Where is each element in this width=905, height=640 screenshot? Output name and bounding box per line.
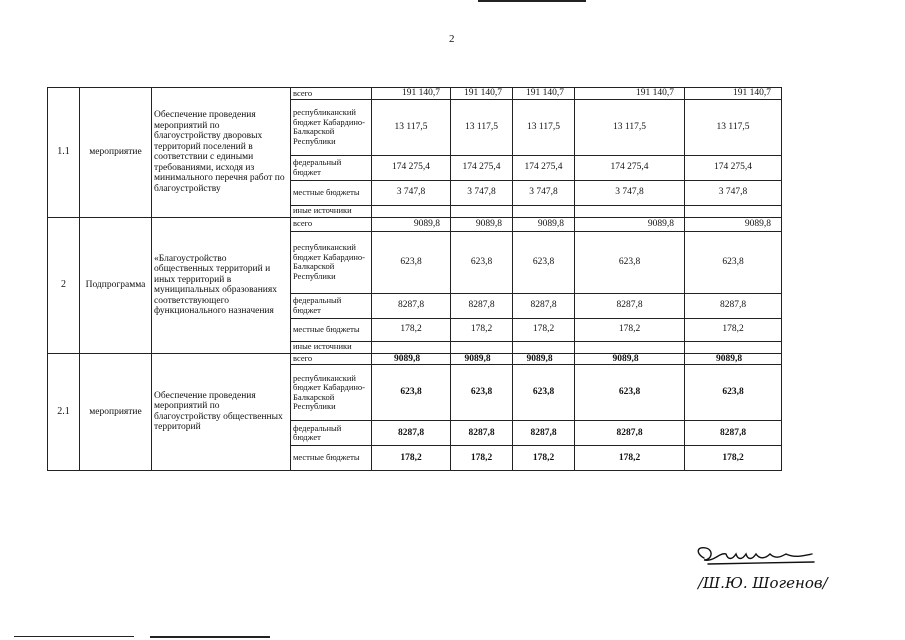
table-row: [48, 88, 782, 100]
amount-cell: [685, 341, 782, 353]
block-number: 2.1: [48, 353, 80, 471]
amount-cell: 8287,8: [685, 293, 782, 318]
amount-cell: 9089,8: [451, 217, 513, 231]
amount-cell: 191 140,7: [685, 88, 782, 100]
amount-cell: 8287,8: [685, 421, 782, 446]
table-row: [48, 217, 782, 231]
amount-cell: 623,8: [685, 365, 782, 421]
funding-source: федеральный бюджет: [291, 421, 372, 446]
budget-table: [47, 87, 782, 471]
block-name: Обеспечение проведения мероприятий по благоустройству общественных территорий: [152, 353, 291, 471]
funding-source: всего: [291, 217, 372, 231]
amount-cell: [685, 205, 782, 217]
amount-cell: 623,8: [451, 365, 513, 421]
amount-cell: 623,8: [513, 231, 575, 293]
amount-cell: 174 275,4: [685, 155, 782, 180]
amount-cell: 9089,8: [685, 217, 782, 231]
amount-cell: 623,8: [513, 365, 575, 421]
funding-source: федеральный бюджет: [291, 293, 372, 318]
amount-cell: 174 275,4: [513, 155, 575, 180]
block-number: 2: [48, 217, 80, 353]
block-name: Обеспечение проведения мероприятий по благоустройству дворовых территорий поселений в соответствии с едиными требованиями, исходя из минимального перечня работ по благоустройству: [152, 88, 291, 218]
amount-cell: 13 117,5: [451, 99, 513, 155]
amount-cell: [575, 341, 685, 353]
page-number: 2: [449, 33, 455, 45]
amount-cell: 9089,8: [575, 353, 685, 365]
signature-scribble: [690, 540, 850, 600]
funding-source: республиканский бюджет Кабардино-Балкарской Республики: [291, 99, 372, 155]
amount-cell: 13 117,5: [685, 99, 782, 155]
block-type: мероприятие: [80, 353, 152, 471]
amount-cell: 8287,8: [372, 421, 451, 446]
scan-mark-top: [478, 0, 586, 2]
amount-cell: 178,2: [372, 318, 451, 341]
amount-cell: 178,2: [513, 446, 575, 471]
amount-cell: 13 117,5: [575, 99, 685, 155]
amount-cell: 623,8: [685, 231, 782, 293]
amount-cell: 191 140,7: [575, 88, 685, 100]
amount-cell: [451, 341, 513, 353]
funding-source: иные источники: [291, 205, 372, 217]
amount-cell: [575, 205, 685, 217]
signature: [690, 540, 850, 600]
amount-cell: 178,2: [513, 318, 575, 341]
amount-cell: 9089,8: [372, 353, 451, 365]
amount-cell: 191 140,7: [513, 88, 575, 100]
amount-cell: 8287,8: [372, 293, 451, 318]
signature-text: /Ш.Ю. Шогенов/: [698, 574, 828, 592]
funding-source: всего: [291, 88, 372, 100]
amount-cell: 623,8: [451, 231, 513, 293]
block-number: 1.1: [48, 88, 80, 218]
amount-cell: 9089,8: [451, 353, 513, 365]
amount-cell: 8287,8: [513, 293, 575, 318]
amount-cell: 178,2: [575, 446, 685, 471]
amount-cell: 9089,8: [372, 217, 451, 231]
amount-cell: 623,8: [575, 365, 685, 421]
funding-source: местные бюджеты: [291, 446, 372, 471]
funding-source: республиканский бюджет Кабардино-Балкарской Республики: [291, 231, 372, 293]
amount-cell: 191 140,7: [451, 88, 513, 100]
funding-source: федеральный бюджет: [291, 155, 372, 180]
amount-cell: 9089,8: [513, 353, 575, 365]
amount-cell: 8287,8: [451, 293, 513, 318]
amount-cell: 178,2: [372, 446, 451, 471]
amount-cell: 178,2: [451, 318, 513, 341]
block-type: мероприятие: [80, 88, 152, 218]
amount-cell: 3 747,8: [451, 180, 513, 205]
amount-cell: 3 747,8: [685, 180, 782, 205]
amount-cell: [451, 205, 513, 217]
amount-cell: 623,8: [372, 365, 451, 421]
amount-cell: [513, 341, 575, 353]
amount-cell: 178,2: [685, 446, 782, 471]
amount-cell: 9089,8: [575, 217, 685, 231]
block-type: Подпрограмма: [80, 217, 152, 353]
amount-cell: 3 747,8: [372, 180, 451, 205]
amount-cell: 3 747,8: [575, 180, 685, 205]
amount-cell: 9089,8: [513, 217, 575, 231]
funding-source: иные источники: [291, 341, 372, 353]
amount-cell: [372, 205, 451, 217]
amount-cell: 174 275,4: [372, 155, 451, 180]
amount-cell: 13 117,5: [513, 99, 575, 155]
amount-cell: [372, 341, 451, 353]
amount-cell: 623,8: [372, 231, 451, 293]
block-name: «Благоустройство общественных территорий и иных территорий в муниципальных образованиях соответствующего функционального назначения: [152, 217, 291, 353]
amount-cell: 3 747,8: [513, 180, 575, 205]
amount-cell: 13 117,5: [372, 99, 451, 155]
amount-cell: 8287,8: [451, 421, 513, 446]
amount-cell: 174 275,4: [575, 155, 685, 180]
funding-source: всего: [291, 353, 372, 365]
scan-mark-bottom: [150, 636, 270, 638]
table-body: [48, 88, 782, 471]
funding-source: республиканский бюджет Кабардино-Балкарской Республики: [291, 365, 372, 421]
amount-cell: 8287,8: [575, 293, 685, 318]
amount-cell: 174 275,4: [451, 155, 513, 180]
amount-cell: 178,2: [575, 318, 685, 341]
funding-source: местные бюджеты: [291, 180, 372, 205]
amount-cell: 8287,8: [575, 421, 685, 446]
table-row: [48, 353, 782, 365]
amount-cell: 191 140,7: [372, 88, 451, 100]
amount-cell: [513, 205, 575, 217]
amount-cell: 9089,8: [685, 353, 782, 365]
scan-mark-bottom-left: [14, 636, 134, 637]
amount-cell: 8287,8: [513, 421, 575, 446]
funding-source: местные бюджеты: [291, 318, 372, 341]
amount-cell: 178,2: [685, 318, 782, 341]
amount-cell: 623,8: [575, 231, 685, 293]
amount-cell: 178,2: [451, 446, 513, 471]
